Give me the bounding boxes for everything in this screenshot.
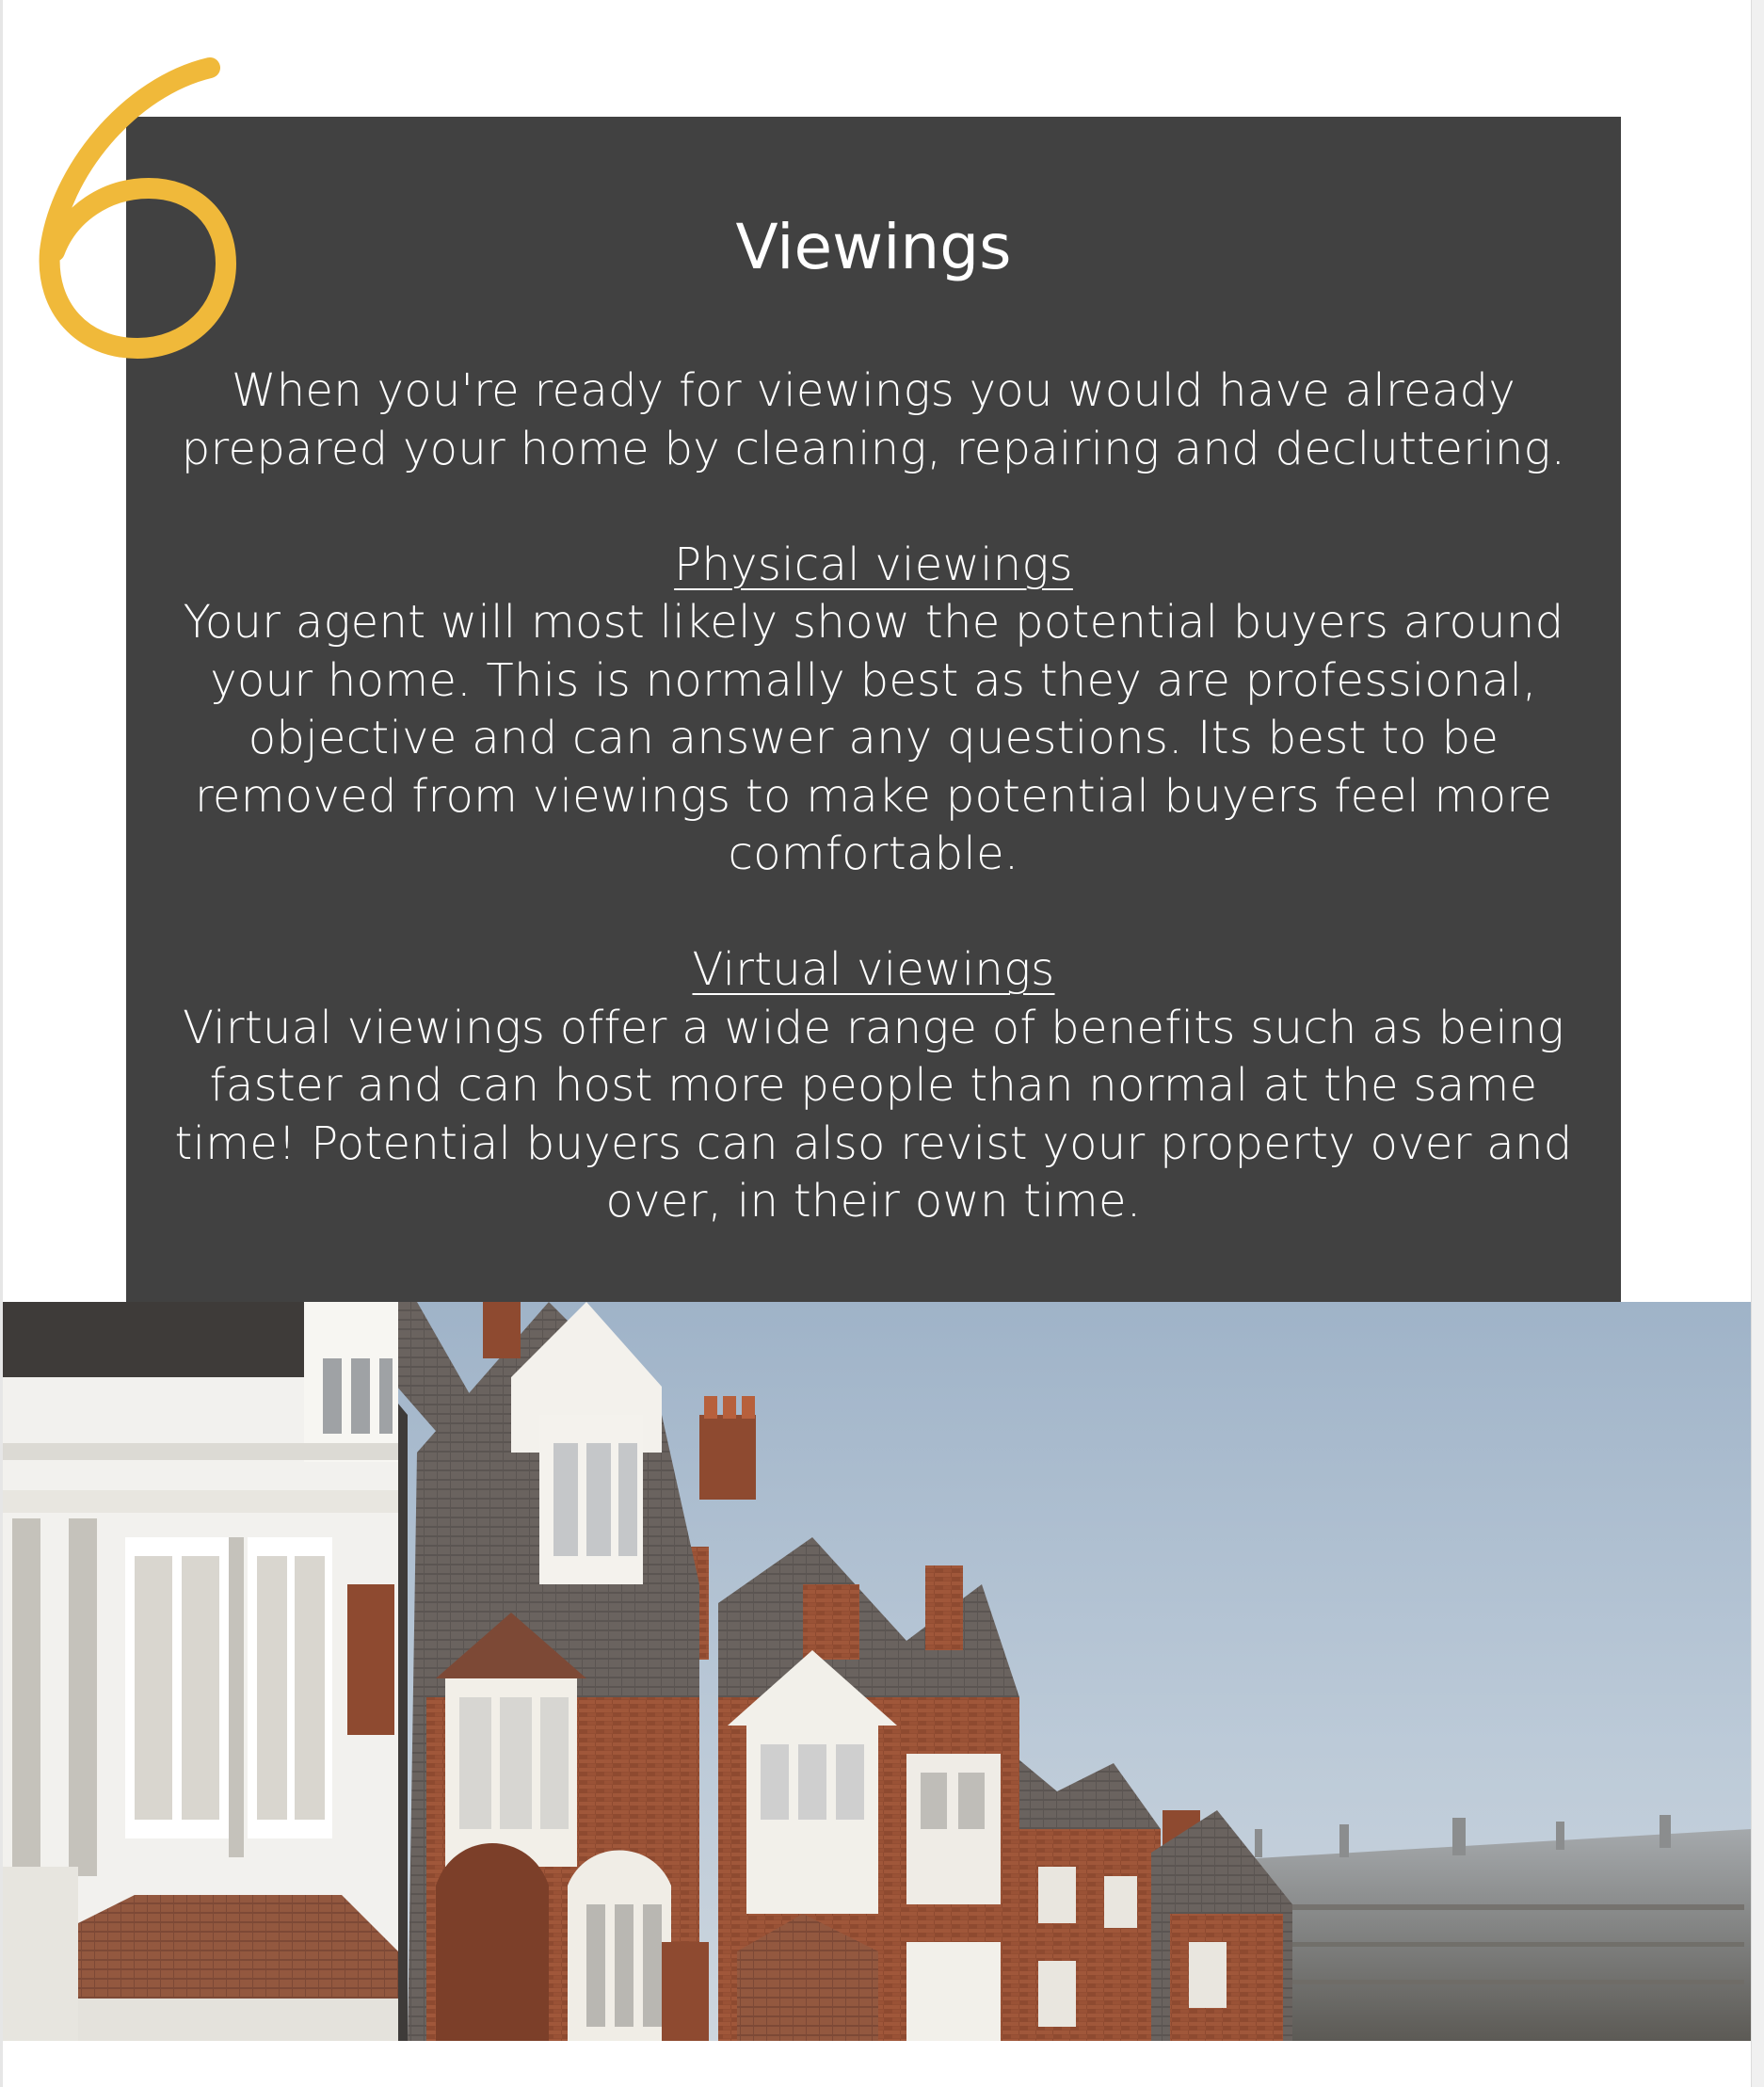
virtual-line: time! Potential buyers can also revist your property over and [174, 1116, 1573, 1170]
porch-roof [78, 1895, 398, 1999]
page-edge-right [1751, 0, 1764, 2087]
section-heading-physical: Physical viewings [674, 538, 1073, 591]
section-heading-virtual: Virtual viewings [692, 943, 1055, 996]
page-title: Viewings [735, 211, 1012, 283]
physical-line: your home. This is normally best as they are professional, [210, 653, 1537, 707]
virtual-line: over, in their own time. [605, 1175, 1142, 1228]
panel-body [151, 362, 1596, 1231]
virtual-line: faster and can host more people than normal at the same [209, 1059, 1538, 1112]
virtual-line: Virtual viewings offer a wide range of benefits such as being [183, 1001, 1564, 1054]
intro-line: prepared your home by cleaning, repairing and decluttering. [181, 422, 1566, 475]
houses-illustration [3, 1302, 1751, 2041]
physical-line: objective and can answer any questions. Its best to be [248, 712, 1499, 764]
houses-photo [3, 1302, 1751, 2041]
intro-line: When you're ready for viewings you would have already [231, 364, 1516, 417]
physical-line: comfortable. [728, 827, 1019, 880]
physical-line: Your agent will most likely show the potential buyers around [183, 596, 1564, 649]
physical-line: removed from viewings to make potential buyers feel more [194, 769, 1553, 823]
